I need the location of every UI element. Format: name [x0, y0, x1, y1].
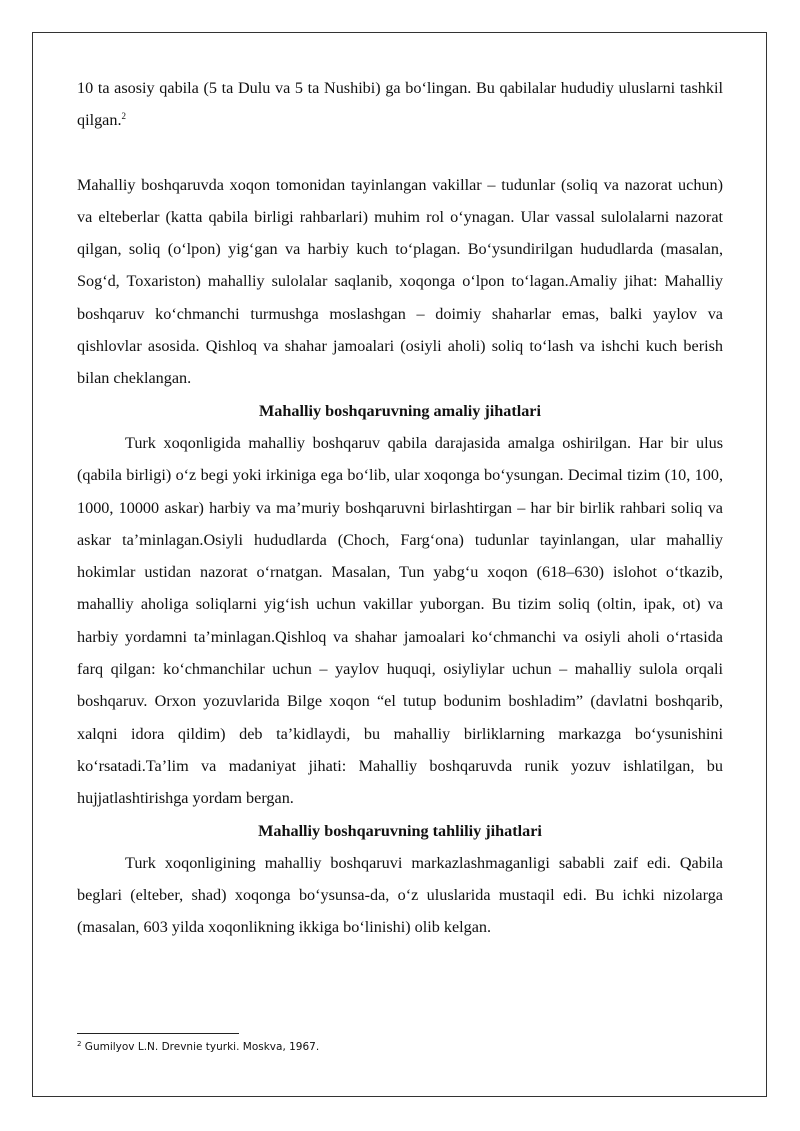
section-heading-practical: Mahalliy boshqaruvning amaliy jihatlari: [259, 401, 541, 420]
document-body: [77, 72, 723, 944]
footnote-number: 2: [77, 1040, 82, 1048]
footnote-separator: [77, 1033, 239, 1034]
paragraph-3: Turk xoqonligida mahalliy boshqaruv qabila darajasida amalga oshirilgan. Har bir ulus (qabila birligi) o‘z begi yoki irkiniga ega bo‘lib, ular xoqonga bo‘ysungan. Decimal tizim (10, 100, 1000, 10000 askar) harbiy va ma’muriy boshqaruvni birlashtirgan – har bir birlik rahbari soliq va askar ta’minlagan.Osiyli hududlarda (Choch, Farg‘ona) tudunlar tayinlangan, ular mahalliy hokimlar ustidan nazorat o‘rnatgan. Masalan, Tun yabg‘u xoqon (618–630) islohot o‘tkazib, mahalliy aholiga soliqlarni yig‘ish uchun vakillar yuborgan. Bu tizim soliq (oltin, ipak, ot) va harbiy yordamni ta’minlagan.Qishloq va shahar jamoalari ko‘chmanchi va osiyli aholi o‘rtasida farq qilgan: ko‘chmanchilar uchun – yaylov huquqi, osiyliylar uchun – mahalliy sulola orqali boshqaruv. Orxon yozuvlarida Bilge xoqon “el tutup bodunim boshladim” (davlatni boshqarib, xalqni idora qildim) deb ta’kidlaydi, bu mahalliy birliklarning markazga bo‘ysunishini ko‘rsatadi.Ta’lim va madaniyat jihati: Mahalliy boshqaruvda runik yozuv ishlatilgan, bu hujjatlashtirishga yordam bergan.: [77, 433, 723, 808]
paragraph-spacer: [77, 137, 723, 169]
footnote-text: Gumilyov L.N. Drevnie tyurki. Moskva, 1967.: [81, 1041, 320, 1053]
footnote-reference[interactable]: 2: [121, 111, 127, 122]
section-heading-analytical: Mahalliy boshqaruvning tahliliy jihatlari: [258, 821, 542, 840]
paragraph-1-text: 10 ta asosiy qabila (5 ta Dulu va 5 ta Nushibi) ga bo‘lingan. Bu qabilalar hududiy uluslarni tashkil qilgan.: [77, 79, 723, 130]
paragraph-4: Turk xoqonligining mahalliy boshqaruvi markazlashmaganligi sababli zaif edi. Qabila beglari (elteber, shad) xoqonga bo‘ysunsa-da, o‘z uluslarida mustaqil edi. Bu ichki nizolarga (masalan, 603 yilda xoqonlikning ikkiga bo‘linishi) olib kelgan.: [77, 853, 723, 937]
paragraph-2: Mahalliy boshqaruvda xoqon tomonidan tayinlangan vakillar – tudunlar (soliq va nazorat uchun) va elteberlar (katta qabila birligi rahbarlari) muhim rol o‘ynagan. Ular vassal sulolalarni nazorat qilgan, soliq (o‘lpon) yig‘gan va harbiy kuch to‘plagan. Bo‘ysundirilgan hududlarda (masalan, Sog‘d, Toxariston) mahalliy sulolalar saqlanib, xoqonga o‘lpon to‘lagan.Amaliy jihat: Mahalliy boshqaruv ko‘chmanchi turmushga moslashgan – doimiy shaharlar emas, balki yaylov va qishlovlar asosida. Qishloq va shahar jamoalari (osiyli aholi) soliq to‘lash va ishchi kuch berish bilan cheklangan.: [77, 175, 723, 388]
paragraph-1: [77, 72, 723, 137]
footnote: [77, 1039, 717, 1055]
